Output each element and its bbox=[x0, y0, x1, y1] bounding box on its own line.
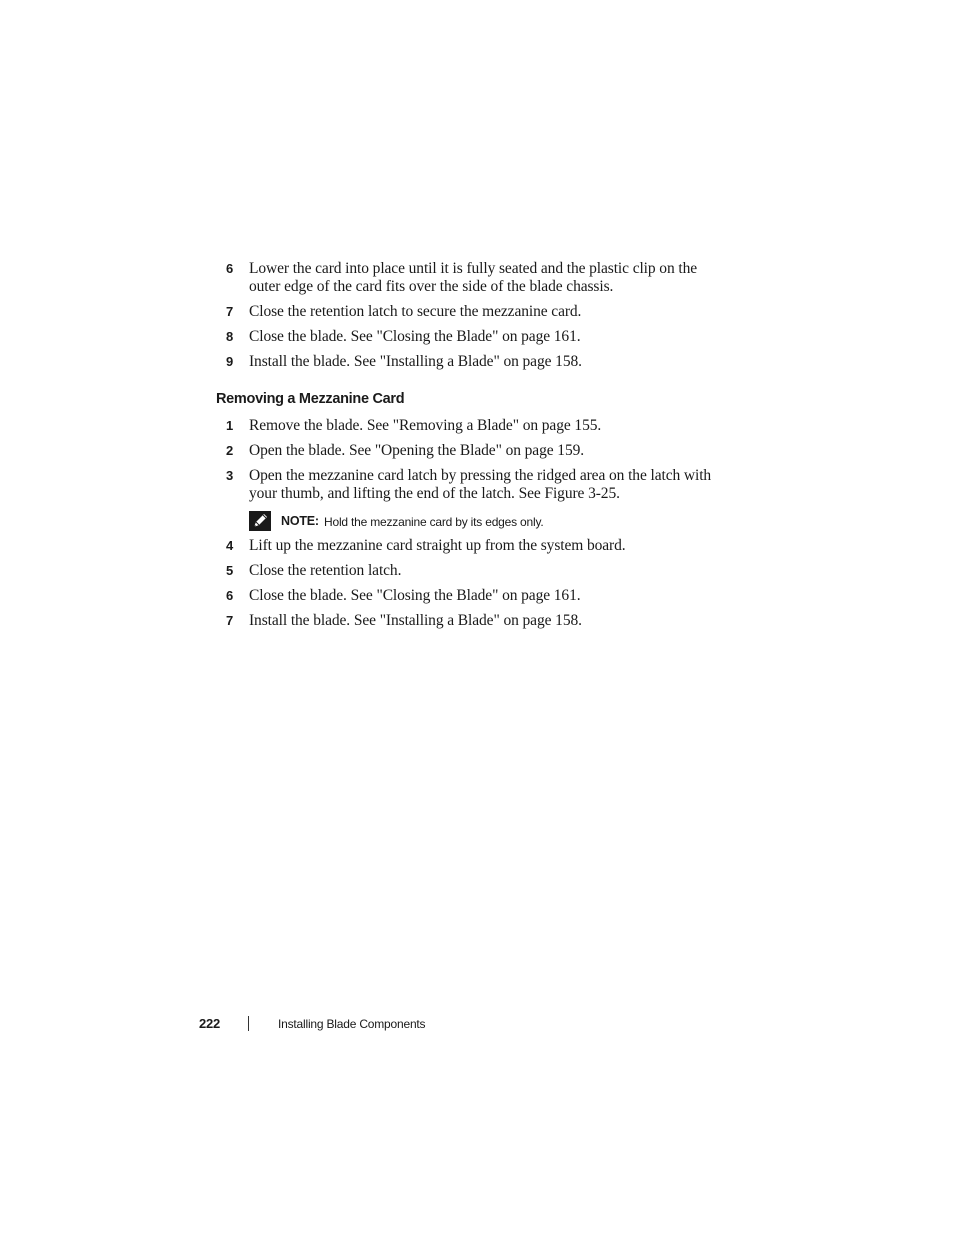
step-item bbox=[226, 328, 726, 348]
step-item bbox=[226, 537, 726, 557]
step-item bbox=[226, 353, 726, 373]
step-text: Lower the card into place until it is fully seated and the plastic clip on the outer edge of the card fits over the side of the blade chassis. bbox=[249, 260, 698, 295]
step-number: 7 bbox=[226, 613, 234, 628]
footer-divider bbox=[248, 1016, 249, 1031]
step-number: 7 bbox=[226, 304, 234, 319]
step-item bbox=[226, 587, 726, 607]
step-item bbox=[226, 303, 726, 323]
step-text: Remove the blade. See "Removing a Blade" on page 155. bbox=[249, 417, 602, 434]
step-text: Open the blade. See "Opening the Blade" on page 159. bbox=[249, 442, 585, 459]
step-item bbox=[226, 562, 726, 582]
step-item bbox=[226, 260, 726, 300]
step-item bbox=[226, 417, 726, 437]
step-text: Close the blade. See "Closing the Blade" on page 161. bbox=[249, 587, 581, 604]
step-number: 4 bbox=[226, 538, 234, 553]
step-text: Install the blade. See "Installing a Blade" on page 158. bbox=[249, 353, 582, 370]
step-item bbox=[226, 612, 726, 632]
note-pencil-icon bbox=[249, 511, 271, 531]
footer-chapter-title: Installing Blade Components bbox=[278, 1017, 426, 1031]
page-number: 222 bbox=[199, 1016, 221, 1031]
step-item bbox=[226, 467, 726, 507]
step-item bbox=[226, 442, 726, 462]
note-text: Hold the mezzanine card by its edges only. bbox=[324, 515, 544, 529]
step-number: 5 bbox=[226, 563, 234, 578]
step-number: 9 bbox=[226, 354, 234, 369]
step-number: 2 bbox=[226, 443, 234, 458]
step-text: Install the blade. See "Installing a Blade" on page 158. bbox=[249, 612, 582, 629]
step-number: 3 bbox=[226, 468, 234, 483]
note-label: NOTE: bbox=[281, 514, 319, 528]
step-text: Close the retention latch. bbox=[249, 562, 402, 579]
note-callout bbox=[249, 510, 719, 532]
step-text: Lift up the mezzanine card straight up from the system board. bbox=[249, 537, 626, 554]
step-text: Close the retention latch to secure the mezzanine card. bbox=[249, 303, 582, 320]
step-number: 8 bbox=[226, 329, 234, 344]
step-text: Open the mezzanine card latch by pressing the ridged area on the latch with your thumb, and lifting the end of the latch. See Figure 3-25. bbox=[249, 467, 712, 502]
step-number: 1 bbox=[226, 418, 234, 433]
step-number: 6 bbox=[226, 261, 234, 276]
section-heading: Removing a Mezzanine Card bbox=[216, 391, 405, 407]
step-text: Close the blade. See "Closing the Blade" on page 161. bbox=[249, 328, 581, 345]
step-number: 6 bbox=[226, 588, 234, 603]
